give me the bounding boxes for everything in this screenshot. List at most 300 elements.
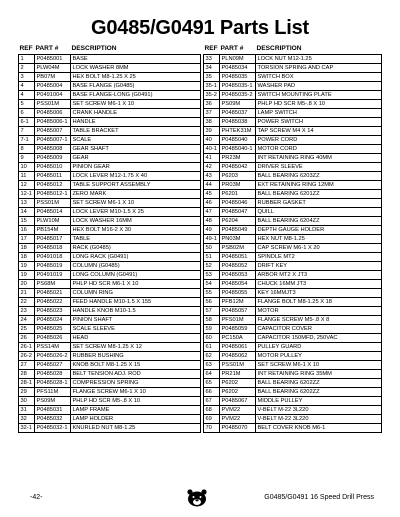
description-cell: MOTOR PULLEY bbox=[256, 351, 382, 360]
table-row bbox=[19, 144, 201, 153]
part-number-cell: P6201 bbox=[220, 189, 256, 198]
part-number-cell: PR03M bbox=[220, 180, 256, 189]
description-cell: POWER SWITCH bbox=[256, 117, 382, 126]
part-number-cell: P6202 bbox=[220, 378, 256, 387]
description-cell: HANDLE KNOB M10-1.5 bbox=[71, 306, 201, 315]
table-row bbox=[204, 324, 382, 333]
table-row bbox=[204, 162, 382, 171]
description-cell: PHLP HD SCR M5-.8 X 10 bbox=[256, 99, 382, 108]
table-row bbox=[19, 234, 201, 243]
part-number-cell: PC150A bbox=[220, 333, 256, 342]
part-number-cell: PS68M bbox=[35, 279, 71, 288]
ref-cell: 16 bbox=[19, 225, 35, 234]
table-row bbox=[204, 144, 382, 153]
ref-cell: 10 bbox=[19, 162, 35, 171]
table-row bbox=[19, 207, 201, 216]
table-row bbox=[204, 351, 382, 360]
description-cell: SET SCREW M6-1 X 10 bbox=[71, 99, 201, 108]
description-cell: HEX BOLT M8-1.25 X 25 bbox=[71, 72, 201, 81]
description-cell: BALL BEARING 6204ZZ bbox=[256, 216, 382, 225]
ref-cell: 26-1 bbox=[19, 342, 35, 351]
ref-cell: 55 bbox=[204, 288, 220, 297]
ref-cell: 48 bbox=[204, 216, 220, 225]
table-row bbox=[19, 270, 201, 279]
part-column-header: PART # bbox=[220, 44, 244, 52]
table-row bbox=[19, 162, 201, 171]
part-number-cell: PSS01M bbox=[35, 99, 71, 108]
description-cell: LAMP FRAME bbox=[71, 405, 201, 414]
table-row bbox=[19, 306, 201, 315]
ref-cell: 29 bbox=[19, 387, 35, 396]
part-number-cell: P0485006 bbox=[35, 108, 71, 117]
table-row bbox=[204, 261, 382, 270]
part-number-cell: P0485070 bbox=[220, 423, 256, 432]
page-number: -42- bbox=[30, 494, 43, 501]
description-cell: LOCK WASHER 16MM bbox=[71, 216, 201, 225]
table-header-row bbox=[19, 43, 201, 54]
table-header-row bbox=[204, 43, 382, 54]
ref-cell: 42 bbox=[204, 162, 220, 171]
ref-cell: 17 bbox=[19, 234, 35, 243]
ref-cell: 28-1 bbox=[19, 378, 35, 387]
ref-cell: 25 bbox=[19, 324, 35, 333]
table-row bbox=[19, 342, 201, 351]
table-row bbox=[19, 90, 201, 99]
ref-cell: 7-1 bbox=[19, 135, 35, 144]
part-number-cell: P0485061 bbox=[220, 342, 256, 351]
description-cell: V-BELT M-22 3L220 bbox=[256, 414, 382, 423]
description-cell: V-BELT M-22 3L220 bbox=[256, 405, 382, 414]
description-cell: COMPRESSION SPRING bbox=[71, 378, 201, 387]
table-row bbox=[204, 225, 382, 234]
part-number-cell: P0485012 bbox=[35, 180, 71, 189]
description-cell: FEED HANDLE M10-1.5 X 155 bbox=[71, 297, 201, 306]
parts-table-left bbox=[18, 43, 201, 433]
description-column-header: DESCRIPTION bbox=[71, 44, 117, 52]
table-row bbox=[204, 315, 382, 324]
part-number-cell: P0485054 bbox=[220, 279, 256, 288]
part-number-cell: P0485052 bbox=[220, 261, 256, 270]
part-number-cell: P0485024 bbox=[35, 315, 71, 324]
description-cell: SWITCH MOUNTING PLATE bbox=[256, 90, 382, 99]
part-number-cell: P0491004 bbox=[35, 90, 71, 99]
part-number-cell: P0485067 bbox=[220, 396, 256, 405]
description-cell: PINION GEAR bbox=[71, 162, 201, 171]
ref-cell: 24 bbox=[19, 315, 35, 324]
part-number-cell: P0485032-1 bbox=[35, 423, 71, 432]
table-row bbox=[19, 333, 201, 342]
description-cell: RUBBER BUSHING bbox=[71, 351, 201, 360]
table-row bbox=[19, 225, 201, 234]
part-number-cell: PB154M bbox=[35, 225, 71, 234]
part-number-cell: P0485010 bbox=[35, 162, 71, 171]
part-number-cell: PLW10M bbox=[35, 216, 71, 225]
part-number-cell: P0485009 bbox=[35, 153, 71, 162]
description-cell: CAPACITOR 150MFD, 250VAC bbox=[256, 333, 382, 342]
part-number-cell: P0485006-1 bbox=[35, 117, 71, 126]
description-cell: CAP SCREW M6-1 X 20 bbox=[256, 243, 382, 252]
ref-cell: 11 bbox=[19, 171, 35, 180]
description-cell: DEPTH GAUGE HOLDER bbox=[256, 225, 382, 234]
part-number-cell: P0485040 bbox=[220, 135, 256, 144]
ref-cell: 44 bbox=[204, 180, 220, 189]
description-cell: LOCK WASHER 8MM bbox=[71, 63, 201, 72]
part-number-cell: P0485011 bbox=[35, 171, 71, 180]
ref-cell: 46 bbox=[204, 198, 220, 207]
description-cell: GEAR bbox=[71, 153, 201, 162]
table-row bbox=[19, 198, 201, 207]
ref-cell: 43 bbox=[204, 171, 220, 180]
part-number-cell: P0485001 bbox=[35, 54, 71, 63]
ref-cell: 39 bbox=[204, 126, 220, 135]
description-cell: FLANGE SCREW M6-1 X 10 bbox=[71, 387, 201, 396]
table-row bbox=[204, 135, 382, 144]
table-row bbox=[204, 171, 382, 180]
parts-tables bbox=[18, 43, 382, 433]
part-number-cell: PFS11M bbox=[35, 387, 71, 396]
table-row bbox=[19, 423, 201, 432]
table-row bbox=[19, 153, 201, 162]
table-row bbox=[19, 99, 201, 108]
part-number-cell: P0485008 bbox=[35, 144, 71, 153]
description-cell: SET SCREW M8-1.25 X 12 bbox=[71, 342, 201, 351]
part-number-cell: P6204 bbox=[220, 216, 256, 225]
table-row bbox=[204, 216, 382, 225]
table-row bbox=[204, 297, 382, 306]
table-row bbox=[19, 414, 201, 423]
ref-cell: 14 bbox=[19, 207, 35, 216]
part-number-cell: PSS01M bbox=[220, 360, 256, 369]
table-row bbox=[19, 297, 201, 306]
table-row bbox=[204, 180, 382, 189]
part-number-cell: P0485051 bbox=[220, 252, 256, 261]
part-number-cell: PSS01M bbox=[35, 198, 71, 207]
table-row bbox=[19, 243, 201, 252]
part-number-cell: PSB02M bbox=[220, 243, 256, 252]
table-row bbox=[19, 117, 201, 126]
ref-cell: 5 bbox=[19, 99, 35, 108]
table-row bbox=[19, 288, 201, 297]
description-cell: POWER CORD bbox=[256, 135, 382, 144]
part-number-cell: P0485062 bbox=[220, 351, 256, 360]
part-number-cell: P0485007 bbox=[35, 126, 71, 135]
ref-cell: 23 bbox=[19, 306, 35, 315]
part-number-cell: P0485022 bbox=[35, 297, 71, 306]
table-row bbox=[204, 378, 382, 387]
description-cell: MIDDLE PULLEY bbox=[256, 396, 382, 405]
ref-cell: 35-2 bbox=[204, 90, 220, 99]
ref-cell: 12 bbox=[19, 180, 35, 189]
table-row bbox=[204, 252, 382, 261]
table-row bbox=[19, 315, 201, 324]
table-row bbox=[204, 333, 382, 342]
ref-cell: 1 bbox=[19, 54, 35, 63]
part-number-cell: P0485040-1 bbox=[220, 144, 256, 153]
description-cell: BALL BEARING 6202ZZ bbox=[256, 378, 382, 387]
ref-cell: 59 bbox=[204, 324, 220, 333]
description-cell: ZERO MARK bbox=[71, 189, 201, 198]
table-row bbox=[19, 351, 201, 360]
table-row bbox=[204, 72, 382, 81]
table-row bbox=[204, 423, 382, 432]
table-row bbox=[19, 387, 201, 396]
part-number-cell: PVM22 bbox=[220, 405, 256, 414]
ref-cell: 7 bbox=[19, 126, 35, 135]
part-number-cell: P0485017 bbox=[35, 234, 71, 243]
page-footer bbox=[0, 488, 400, 508]
description-cell: TABLE BRACKET bbox=[71, 126, 201, 135]
ref-cell: 22 bbox=[19, 297, 35, 306]
ref-cell: 12-1 bbox=[19, 189, 35, 198]
description-cell: BELT TENSION ADJ. ROD bbox=[71, 369, 201, 378]
description-cell: RACK (G0485) bbox=[71, 243, 201, 252]
ref-cell: 35-1 bbox=[204, 81, 220, 90]
table-row bbox=[19, 72, 201, 81]
ref-cell: 36 bbox=[204, 99, 220, 108]
part-number-cell: P0485018 bbox=[35, 243, 71, 252]
ref-cell: 38 bbox=[204, 117, 220, 126]
ref-cell: 61 bbox=[204, 342, 220, 351]
ref-cell: 51 bbox=[204, 252, 220, 261]
description-cell: BELT COVER KNOB M6-1 bbox=[256, 423, 382, 432]
ref-cell: 49 bbox=[204, 225, 220, 234]
description-cell: DRIFT KEY bbox=[256, 261, 382, 270]
description-cell: HEX NUT M8-1.25 bbox=[256, 234, 382, 243]
ref-cell: 47 bbox=[204, 207, 220, 216]
part-number-cell: PVM22 bbox=[220, 414, 256, 423]
ref-cell: 70 bbox=[204, 423, 220, 432]
part-number-cell: P0485014 bbox=[35, 207, 71, 216]
ref-cell: 18 bbox=[19, 243, 35, 252]
part-number-cell: PLN09M bbox=[220, 54, 256, 63]
part-number-cell: P0485028 bbox=[35, 369, 71, 378]
description-cell: FLANGE BOLT M8-1.25 X 18 bbox=[256, 297, 382, 306]
part-number-cell: P0485053 bbox=[220, 270, 256, 279]
ref-cell: 3 bbox=[19, 72, 35, 81]
description-cell: SET SCREW M6-1 X 10 bbox=[71, 198, 201, 207]
table-row bbox=[19, 378, 201, 387]
part-number-cell: PR23M bbox=[220, 153, 256, 162]
table-row bbox=[204, 126, 382, 135]
description-cell: COLUMN (G0485) bbox=[71, 261, 201, 270]
ref-cell: 27 bbox=[19, 360, 35, 369]
description-cell: RUBBER GASKET bbox=[256, 198, 382, 207]
table-row bbox=[19, 54, 201, 63]
table-row bbox=[204, 270, 382, 279]
description-cell: CHUCK 16MM JT3 bbox=[256, 279, 382, 288]
table-row bbox=[204, 243, 382, 252]
table-row bbox=[204, 54, 382, 63]
table-row bbox=[19, 405, 201, 414]
ref-cell: 62 bbox=[204, 351, 220, 360]
part-number-cell: P0485032 bbox=[35, 414, 71, 423]
ref-cell: 68 bbox=[204, 405, 220, 414]
part-number-cell: P0485037 bbox=[220, 108, 256, 117]
part-number-cell: PR21M bbox=[220, 369, 256, 378]
table-row bbox=[204, 414, 382, 423]
table-row bbox=[204, 360, 382, 369]
description-cell: PINION SHAFT bbox=[71, 315, 201, 324]
table-row bbox=[19, 171, 201, 180]
ref-cell: 56 bbox=[204, 297, 220, 306]
table-row bbox=[204, 396, 382, 405]
table-row bbox=[19, 63, 201, 72]
description-cell: SET SCREW M6-1 X 10 bbox=[256, 360, 382, 369]
description-cell: SCALE SLEEVE bbox=[71, 324, 201, 333]
ref-cell: 28 bbox=[19, 369, 35, 378]
ref-cell: 31 bbox=[19, 405, 35, 414]
part-number-cell: P0485057 bbox=[220, 306, 256, 315]
part-number-cell: P0485028-1 bbox=[35, 378, 71, 387]
part-number-cell: P0485031 bbox=[35, 405, 71, 414]
description-cell: BASE bbox=[71, 54, 201, 63]
ref-cell: 54 bbox=[204, 279, 220, 288]
ref-cell: 13 bbox=[19, 198, 35, 207]
description-cell: LAMP SWITCH bbox=[256, 108, 382, 117]
description-cell: HEX BOLT M16-2 X 30 bbox=[71, 225, 201, 234]
table-row bbox=[204, 306, 382, 315]
description-cell: CAPACITOR COVER bbox=[256, 324, 382, 333]
description-column-header: DESCRIPTION bbox=[256, 44, 302, 52]
description-cell: INT RETAINING RING 35MM bbox=[256, 369, 382, 378]
table-row bbox=[204, 198, 382, 207]
table-row bbox=[204, 369, 382, 378]
ref-cell: 9 bbox=[19, 153, 35, 162]
description-cell: TABLE SUPPORT ASSEMBLY bbox=[71, 180, 201, 189]
ref-cell: 58 bbox=[204, 315, 220, 324]
description-cell: LOCK NUT M12-1.25 bbox=[256, 54, 382, 63]
ref-cell: 35 bbox=[204, 72, 220, 81]
table-row bbox=[204, 99, 382, 108]
part-number-cell: PFS01M bbox=[220, 315, 256, 324]
description-cell: MOTOR bbox=[256, 306, 382, 315]
table-row bbox=[19, 261, 201, 270]
description-cell: HANDLE bbox=[71, 117, 201, 126]
ref-cell: 53 bbox=[204, 270, 220, 279]
parts-table-right bbox=[203, 43, 382, 433]
description-cell: BASE FLANGE-LONG (G0491) bbox=[71, 90, 201, 99]
description-cell: LOCK LEVER M10-1.5 X 25 bbox=[71, 207, 201, 216]
table-row bbox=[204, 90, 382, 99]
table-row bbox=[204, 342, 382, 351]
description-cell: KNURLED NUT M8-1.25 bbox=[71, 423, 201, 432]
ref-cell: 4 bbox=[19, 90, 35, 99]
table-row bbox=[204, 288, 382, 297]
ref-cell: 4 bbox=[19, 81, 35, 90]
ref-cell: 26-2 bbox=[19, 351, 35, 360]
table-row bbox=[204, 117, 382, 126]
table-row bbox=[204, 405, 382, 414]
part-number-cell: PFB12M bbox=[220, 297, 256, 306]
part-number-cell: P0485035-2 bbox=[220, 90, 256, 99]
table-row bbox=[204, 189, 382, 198]
description-cell: BASE FLANGE (G0485) bbox=[71, 81, 201, 90]
part-number-cell: P6202 bbox=[220, 387, 256, 396]
part-number-cell: P6203 bbox=[220, 171, 256, 180]
part-number-cell: P0485049 bbox=[220, 225, 256, 234]
description-cell: QUILL bbox=[256, 207, 382, 216]
ref-cell: 52 bbox=[204, 261, 220, 270]
table-row bbox=[204, 234, 382, 243]
ref-column-header: REF bbox=[204, 44, 218, 52]
ref-cell: 40-1 bbox=[204, 144, 220, 153]
ref-column-header: REF bbox=[19, 44, 33, 52]
description-cell: LOCK LEVER M12-1.75 X 40 bbox=[71, 171, 201, 180]
ref-cell: 40 bbox=[204, 135, 220, 144]
table-row bbox=[19, 252, 201, 261]
table-row bbox=[19, 360, 201, 369]
parts-table-left-body bbox=[19, 54, 201, 432]
description-cell: COLUMN RING bbox=[71, 288, 201, 297]
part-number-cell: P0485012-1 bbox=[35, 189, 71, 198]
ref-cell: 19 bbox=[19, 270, 35, 279]
table-row bbox=[19, 126, 201, 135]
description-cell: GEAR SHAFT bbox=[71, 144, 201, 153]
table-row bbox=[204, 207, 382, 216]
part-number-cell: P0485038 bbox=[220, 117, 256, 126]
ref-cell: 66 bbox=[204, 387, 220, 396]
ref-cell: 63 bbox=[204, 360, 220, 369]
ref-cell: 34 bbox=[204, 63, 220, 72]
description-cell: PULLEY GUARD bbox=[256, 342, 382, 351]
page-title: G0485/G0491 Parts List bbox=[91, 17, 309, 39]
part-number-cell: P0491019 bbox=[35, 270, 71, 279]
description-cell: HEAD bbox=[71, 333, 201, 342]
part-number-cell: P0485055 bbox=[220, 288, 256, 297]
description-cell: LONG COLUMN (G0491) bbox=[71, 270, 201, 279]
description-cell: MOTOR CORD bbox=[256, 144, 382, 153]
ref-cell: 8 bbox=[19, 144, 35, 153]
description-cell: SWITCH BOX bbox=[256, 72, 382, 81]
part-number-cell: PS09M bbox=[220, 99, 256, 108]
table-row bbox=[204, 81, 382, 90]
bear-paw-logo-icon bbox=[184, 488, 210, 508]
ref-cell: 33 bbox=[204, 54, 220, 63]
ref-cell: 19 bbox=[19, 261, 35, 270]
description-cell: FLANGE SCREW M5-.8 X 8 bbox=[256, 315, 382, 324]
ref-cell: 21 bbox=[19, 288, 35, 297]
part-number-cell: P0485007-1 bbox=[35, 135, 71, 144]
table-row bbox=[19, 324, 201, 333]
ref-cell: 37 bbox=[204, 108, 220, 117]
part-column-header: PART # bbox=[35, 44, 59, 52]
part-number-cell: P0485023 bbox=[35, 306, 71, 315]
ref-cell: 6 bbox=[19, 108, 35, 117]
part-number-cell: P0485034 bbox=[220, 63, 256, 72]
ref-cell: 57 bbox=[204, 306, 220, 315]
description-cell: TORSION SPRING AND CAP bbox=[256, 63, 382, 72]
ref-cell: 32 bbox=[19, 414, 35, 423]
table-row bbox=[19, 81, 201, 90]
ref-cell: 67 bbox=[204, 396, 220, 405]
ref-cell: 45 bbox=[204, 189, 220, 198]
description-cell: PHLP HD SCR M5-.8 X 10 bbox=[71, 396, 201, 405]
description-cell: BALL BEARING 6201ZZ bbox=[256, 189, 382, 198]
description-cell: LAMP HOLDER bbox=[71, 414, 201, 423]
description-cell: TAP SCREW M4 X 14 bbox=[256, 126, 382, 135]
description-cell: PHLP HD SCR M6-1 X 10 bbox=[71, 279, 201, 288]
ref-cell: 50 bbox=[204, 243, 220, 252]
description-cell: KNOB BOLT M8-1.25 X 15 bbox=[71, 360, 201, 369]
table-row bbox=[204, 279, 382, 288]
part-number-cell: P0485047 bbox=[220, 207, 256, 216]
description-cell: SCALE bbox=[71, 135, 201, 144]
table-row bbox=[204, 387, 382, 396]
ref-cell: 20 bbox=[19, 279, 35, 288]
description-cell: WASHER PAD bbox=[256, 81, 382, 90]
table-row bbox=[204, 63, 382, 72]
description-cell: INT RETAINING RING 40MM bbox=[256, 153, 382, 162]
